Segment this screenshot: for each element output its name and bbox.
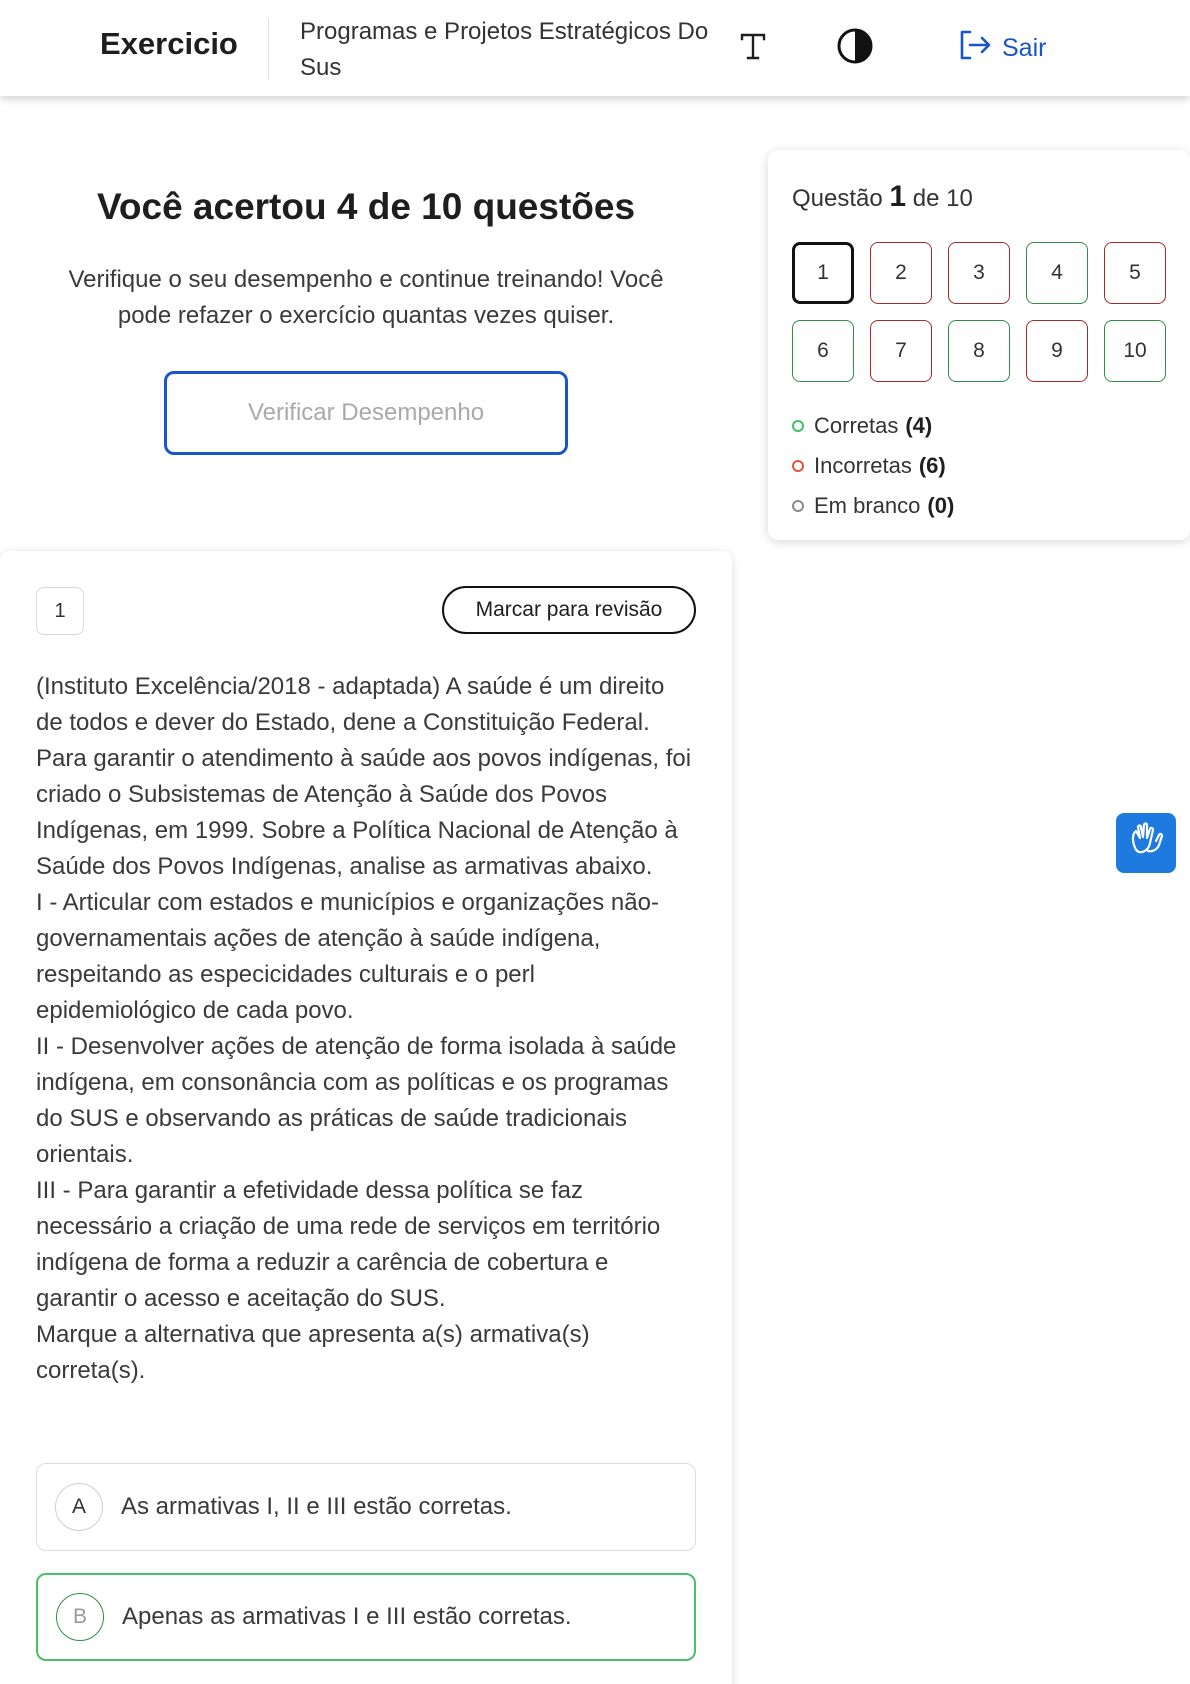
legend-dot-icon: [792, 460, 804, 472]
legend-item: [792, 486, 954, 526]
result-title: Você acertou 4 de 10 questões: [96, 186, 636, 227]
option-letter: A: [55, 1483, 103, 1531]
header-divider: [268, 18, 269, 80]
option-b[interactable]: [36, 1573, 696, 1661]
question-counter-prefix: Questão: [792, 185, 883, 212]
contrast-icon[interactable]: [833, 24, 877, 68]
question-number: 1: [36, 587, 84, 635]
mark-for-review-button[interactable]: Marcar para revisão: [442, 586, 696, 634]
question-grid: [792, 242, 1172, 382]
question-button-5[interactable]: 5: [1104, 242, 1166, 304]
font-size-icon[interactable]: [731, 24, 775, 68]
question-button-3[interactable]: 3: [948, 242, 1010, 304]
question-button-4[interactable]: 4: [1026, 242, 1088, 304]
question-button-1[interactable]: 1: [792, 242, 854, 304]
question-button-8[interactable]: 8: [948, 320, 1010, 382]
question-button-10[interactable]: 10: [1104, 320, 1166, 382]
question-counter: [792, 180, 973, 214]
option-letter: B: [56, 1593, 104, 1641]
sign-language-icon: [1126, 821, 1166, 866]
question-paragraph: Marque a alternativa que apresenta a(s) armativa(s) correta(s).: [36, 1321, 590, 1384]
logout-icon: [958, 29, 992, 68]
question-button-6[interactable]: 6: [792, 320, 854, 382]
logout-label: Sair: [1002, 33, 1047, 62]
brand-title: Exercicio: [100, 26, 238, 61]
legend-dot-icon: [792, 420, 804, 432]
question-button-9[interactable]: 9: [1026, 320, 1088, 382]
legend-count: (0): [927, 493, 955, 518]
question-paragraph: III - Para garantir a efetividade dessa política se faz necessário a criação de uma rede de serviços em território indígena de forma a reduzir a carência de cobertura e garantir o acesso e aceitação do SUS.: [36, 1177, 661, 1312]
status-legend: [792, 406, 954, 526]
question-button-2[interactable]: 2: [870, 242, 932, 304]
top-header: [0, 0, 1190, 96]
legend-dot-icon: [792, 500, 804, 512]
legend-count: (4): [905, 413, 933, 438]
option-text: As armativas I, II e III estão corretas.: [121, 1493, 512, 1520]
logout-button[interactable]: [958, 26, 1046, 70]
option-text: Apenas as armativas I e III estão corretas.: [122, 1603, 572, 1630]
question-button-7[interactable]: 7: [870, 320, 932, 382]
verify-performance-button[interactable]: Verificar Desempenho: [164, 371, 568, 455]
question-text: [36, 669, 696, 1389]
legend-label: Em branco: [814, 493, 921, 518]
legend-item: [792, 446, 954, 486]
question-paragraph: (Instituto Excelência/2018 - adaptada) A saúde é um direito de todos e dever do Estado, dene a Constituição Federal. Para garantir o atendimento à saúde aos povos indígenas, foi criado o Subsistemas de Atenção à Saúde dos Povos Indígenas, em 1999. Sobre a Política Nacional de Atenção à Saúde dos Povos Indígenas, analise as armativas abaixo.: [36, 673, 692, 880]
question-navigator: [768, 150, 1190, 540]
subject-title: Programas e Projetos Estratégicos Do Sus: [300, 18, 709, 81]
result-description: Verifique o seu desempenho e continue treinando! Você pode refazer o exercício quantas vezes quiser.: [68, 266, 664, 329]
question-counter-current: 1: [889, 180, 907, 213]
sign-language-button[interactable]: [1116, 813, 1176, 873]
question-paragraph: I - Articular com estados e municípios e organizações não-governamentais ações de atenção à saúde indígena, respeitando as especicidades culturais e o perl epidemiológico de cada povo.: [36, 889, 659, 1024]
legend-label: Corretas: [814, 413, 899, 438]
question-card: [0, 551, 732, 1684]
legend-count: (6): [918, 453, 946, 478]
legend-item: [792, 406, 954, 446]
question-paragraph: II - Desenvolver ações de atenção de forma isolada à saúde indígena, em consonância com as políticas e os programas do SUS e observando as práticas de saúde tradicionais orientais.: [36, 1033, 677, 1168]
option-a[interactable]: [36, 1463, 696, 1551]
legend-label: Incorretas: [814, 453, 912, 478]
question-counter-suffix: de 10: [912, 185, 973, 212]
